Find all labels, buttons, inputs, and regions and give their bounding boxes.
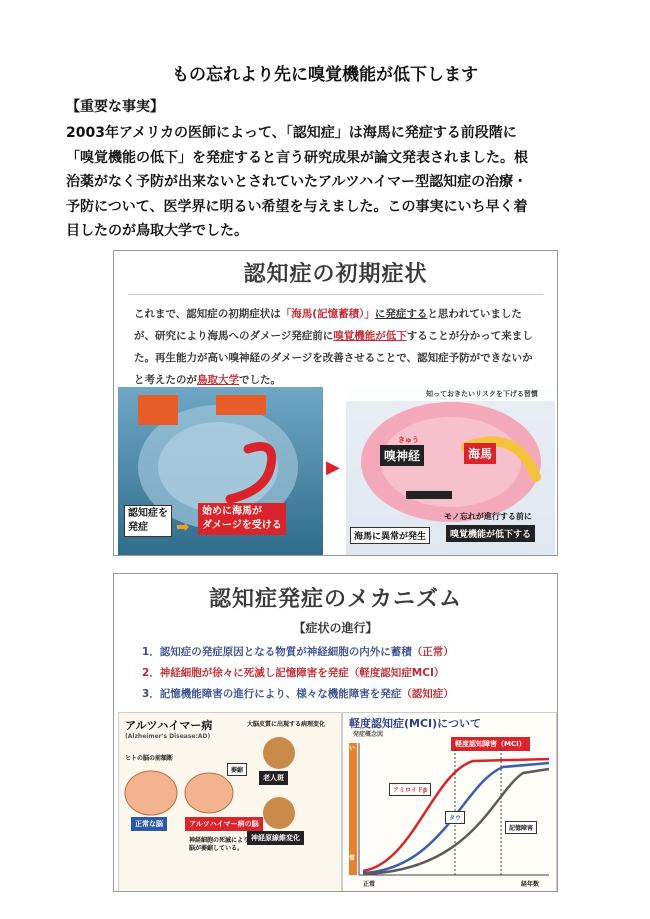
ad-subtitle: (Alzheimer's Disease:AD) [125, 733, 211, 740]
mci-chart-illustration [342, 712, 557, 892]
text-part: することが分かって来ました。再生能力が高い嗅神経のダメージを改善させることで、認知症予防ができないかと考えたのが [134, 330, 533, 386]
panel-text [134, 303, 539, 391]
highlight-olfactory: 嗅覚機能が低下 [333, 330, 407, 342]
onset-label: 認知症を 発症 [124, 505, 172, 537]
ad-brain-label: アルツハイマー病の脳 [185, 817, 263, 831]
body-paragraph [66, 121, 586, 244]
x-left-label: 正常 [363, 881, 376, 888]
body-line: 目したのが鳥取大学でした。 [66, 223, 248, 239]
body-line: 予防について、医学界に明るい希望を与えました。この事実にいち早く着 [66, 198, 528, 215]
step-list [142, 642, 557, 705]
plaque-label: 老人斑 [259, 771, 288, 785]
body-line: 2003年アメリカの医師によって、「認知症」は海馬に発症する前段階に [66, 125, 517, 141]
habit-tag: 知っておきたいリスクを下げる習慣 [426, 390, 538, 398]
normal-brain-label: 正常な脳 [131, 817, 167, 831]
arrow-right-icon: ➡ [176, 517, 190, 536]
panel-subtitle: 【症状の進行】 [293, 621, 378, 635]
text-part: と思われていましたが、研究により海馬へのダメージ発症前に [134, 308, 522, 342]
section-heading: 【重要な事実】 [66, 99, 164, 115]
panel-title: 認知症の初期症状 [128, 257, 543, 295]
olfactory-nerve-label: 嗅神経 [380, 445, 424, 466]
mechanism-panel [113, 573, 558, 892]
highlight-tottori: 鳥取大学 [197, 374, 239, 386]
illustration-row [114, 387, 557, 555]
before-forgetting-label: モノ忘れが進行する前に [444, 512, 532, 521]
cortex-caption: 大脳皮質に出現する病理変化 [247, 721, 326, 728]
x-right-label: 経年数 [521, 881, 540, 888]
body-line: 「嗅覚機能の低下」を発症すると言う研究成果が論文発表されました。根 [66, 149, 528, 166]
brain-xray-illustration [118, 387, 323, 555]
body-line: 治薬がなく予防が出来ないとされていたアルツハイマー型認知症の治療・ [66, 174, 528, 190]
page-title: もの忘れより先に嗅覚機能が低下します [172, 65, 478, 85]
anomaly-label: 海馬に異常が発生 [350, 527, 430, 544]
hippocampus-label: 海馬 [464, 443, 496, 464]
text-part: に発症する [374, 308, 428, 320]
panel-title: 認知症発症のメカニズム [208, 587, 462, 612]
arrow-right-icon: ▶ [326, 457, 340, 478]
brain-section-label: ヒトの脳の前額断 [125, 755, 174, 762]
amyloid-label: アミロイドβ [389, 783, 431, 796]
highlight-hippocampus: 「海馬(記憶蓄積）」 [280, 308, 375, 320]
illustration-row [114, 712, 557, 892]
step-item: 1．認知症の発症原因となる物質が神経細胞の内外に蓄積（正常） [142, 646, 454, 658]
damage-label: 始めに海馬が ダメージを受ける [198, 503, 286, 535]
alzheimer-illustration [118, 712, 342, 892]
ad-title: アルツハイマー病 [125, 719, 213, 732]
ruby-text: きゅう [398, 436, 419, 444]
brain-section-graphic [119, 713, 341, 892]
tangle-label: 神経原線維変化 [247, 831, 304, 845]
early-symptoms-panel [113, 250, 558, 556]
brain-color-illustration [346, 387, 555, 555]
tau-label: タウ [445, 811, 465, 824]
mci-subtitle: 発症概念図 [353, 731, 384, 738]
text-part: でした。 [239, 374, 281, 386]
step-item: 3．記憶機能障害の進行により、様々な機能障害を発症（認知症） [142, 688, 454, 700]
mci-title: 軽度認知症(MCI)について [349, 717, 481, 730]
step-item: 2．神経細胞が徐々に死滅し記憶障害を発症（軽度認知症MCI） [142, 667, 445, 679]
memory-label: 記憶障害 [505, 821, 537, 834]
olfactory-decline-label: 嗅覚機能が低下する [446, 525, 535, 542]
text-part: これまで、認知症の初期症状は [134, 308, 281, 320]
mci-range-label: 軽度認知障害（MCI） [451, 737, 530, 751]
mci-curves [343, 713, 556, 892]
y-top-label: 多い [343, 745, 356, 752]
y-bottom-label: 正常 [343, 855, 356, 862]
atrophy-note: 神経細胞の死滅により 脳が萎縮している。 [189, 837, 250, 852]
atrophy-label: 萎縮 [227, 763, 247, 776]
